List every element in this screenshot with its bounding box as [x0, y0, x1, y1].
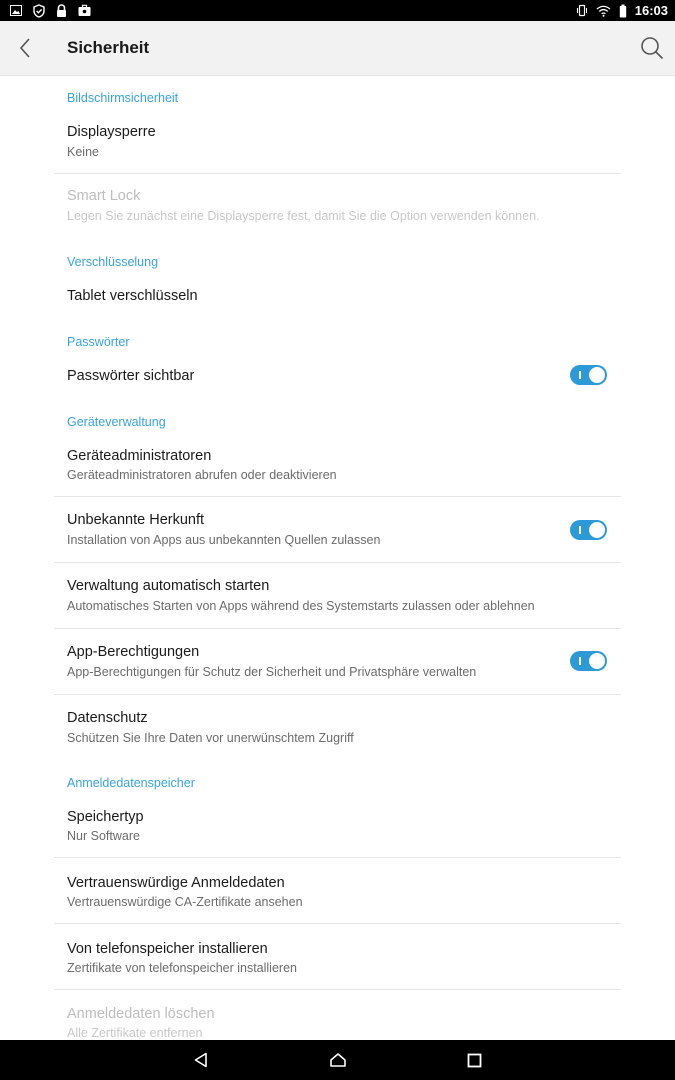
- setting-summary: Nur Software: [67, 829, 140, 843]
- setting-title: Datenschutz: [67, 710, 148, 726]
- section-header-passwords: Passwörter: [67, 335, 130, 349]
- search-button[interactable]: [637, 33, 667, 63]
- setting-passwords-visible[interactable]: [54, 356, 621, 398]
- setting-privacy[interactable]: [54, 695, 621, 757]
- setting-title: Vertrauenswürdige Anmeldedaten: [67, 875, 285, 891]
- setting-title: Unbekannte Herkunft: [67, 512, 205, 528]
- search-icon: [640, 36, 664, 60]
- setting-title: Smart Lock: [67, 188, 141, 204]
- setting-smart-lock: [54, 174, 621, 238]
- setting-summary: Legen Sie zunächst eine Displaysperre fest, damit Sie die Option verwenden können.: [67, 209, 540, 223]
- navigation-bar: [0, 1040, 675, 1080]
- settings-list: [0, 76, 675, 1040]
- wifi-icon: [596, 5, 611, 17]
- setting-summary: Geräteadministratoren abrufen oder deaktivieren: [67, 468, 337, 482]
- setting-summary: Alle Zertifikate entfernen: [67, 1026, 203, 1040]
- nav-home-button[interactable]: [326, 1048, 350, 1072]
- lock-icon: [56, 4, 67, 18]
- setting-unknown-sources[interactable]: [54, 497, 621, 562]
- setting-summary: Keine: [67, 145, 99, 159]
- setting-title: Geräteadministratoren: [67, 448, 212, 464]
- briefcase-icon: [78, 4, 91, 17]
- setting-autostart[interactable]: [54, 563, 621, 628]
- status-time: 16:03: [634, 3, 668, 18]
- battery-icon: [619, 4, 627, 18]
- app-bar: [0, 21, 675, 76]
- setting-summary: App-Berechtigungen für Schutz der Sicherheit und Privatsphäre verwalten: [67, 665, 477, 679]
- setting-title: Passwörter sichtbar: [67, 368, 195, 384]
- nav-recents-button[interactable]: [462, 1048, 486, 1072]
- chevron-left-icon: [18, 38, 32, 58]
- recents-square-icon: [467, 1053, 482, 1068]
- setting-summary: Automatisches Starten von Apps während des Systemstarts zulassen oder ablehnen: [67, 599, 535, 613]
- setting-summary: Schützen Sie Ihre Daten vor unerwünschtem Zugriff: [67, 731, 354, 745]
- setting-summary: Vertrauenswürdige CA-Zertifikate ansehen: [67, 895, 303, 909]
- setting-title: Tablet verschlüsseln: [67, 288, 198, 304]
- section-header-screen-security: Bildschirmsicherheit: [67, 91, 179, 105]
- setting-summary: Zertifikate von telefonspeicher installieren: [67, 961, 297, 975]
- setting-clear-credentials: [54, 990, 621, 1040]
- setting-title: Verwaltung automatisch starten: [67, 578, 270, 594]
- section-header-device-admin: Geräteverwaltung: [67, 415, 166, 429]
- app-permissions-toggle[interactable]: [570, 651, 607, 671]
- status-bar: [0, 0, 675, 21]
- setting-title: Von telefonspeicher installieren: [67, 941, 268, 957]
- back-triangle-icon: [193, 1052, 209, 1068]
- shield-icon: [33, 4, 45, 18]
- home-circle-icon: [329, 1052, 347, 1068]
- setting-storage-type[interactable]: [54, 795, 621, 857]
- setting-title: App-Berechtigungen: [67, 644, 200, 660]
- setting-app-permissions[interactable]: [54, 629, 621, 694]
- vibrate-icon: [576, 4, 588, 17]
- page-title: Sicherheit: [67, 38, 150, 57]
- setting-device-admins[interactable]: [54, 434, 621, 496]
- unknown-sources-toggle[interactable]: [570, 520, 607, 540]
- setting-trusted-credentials[interactable]: [54, 858, 621, 923]
- nav-back-button[interactable]: [189, 1048, 213, 1072]
- back-button[interactable]: [10, 33, 40, 63]
- image-icon: [10, 5, 22, 16]
- setting-display-lock[interactable]: [54, 112, 621, 174]
- section-header-encryption: Verschlüsselung: [67, 255, 159, 269]
- setting-install-from-storage[interactable]: [54, 924, 621, 989]
- setting-title: Speichertyp: [67, 809, 144, 825]
- setting-summary: Installation von Apps aus unbekannten Quellen zulassen: [67, 533, 381, 547]
- passwords-visible-toggle[interactable]: [570, 365, 607, 385]
- setting-encrypt-tablet[interactable]: [54, 276, 621, 318]
- setting-title: Displaysperre: [67, 124, 156, 140]
- setting-title: Anmeldedaten löschen: [67, 1006, 215, 1022]
- section-header-credential-storage: Anmeldedatenspeicher: [67, 776, 195, 790]
